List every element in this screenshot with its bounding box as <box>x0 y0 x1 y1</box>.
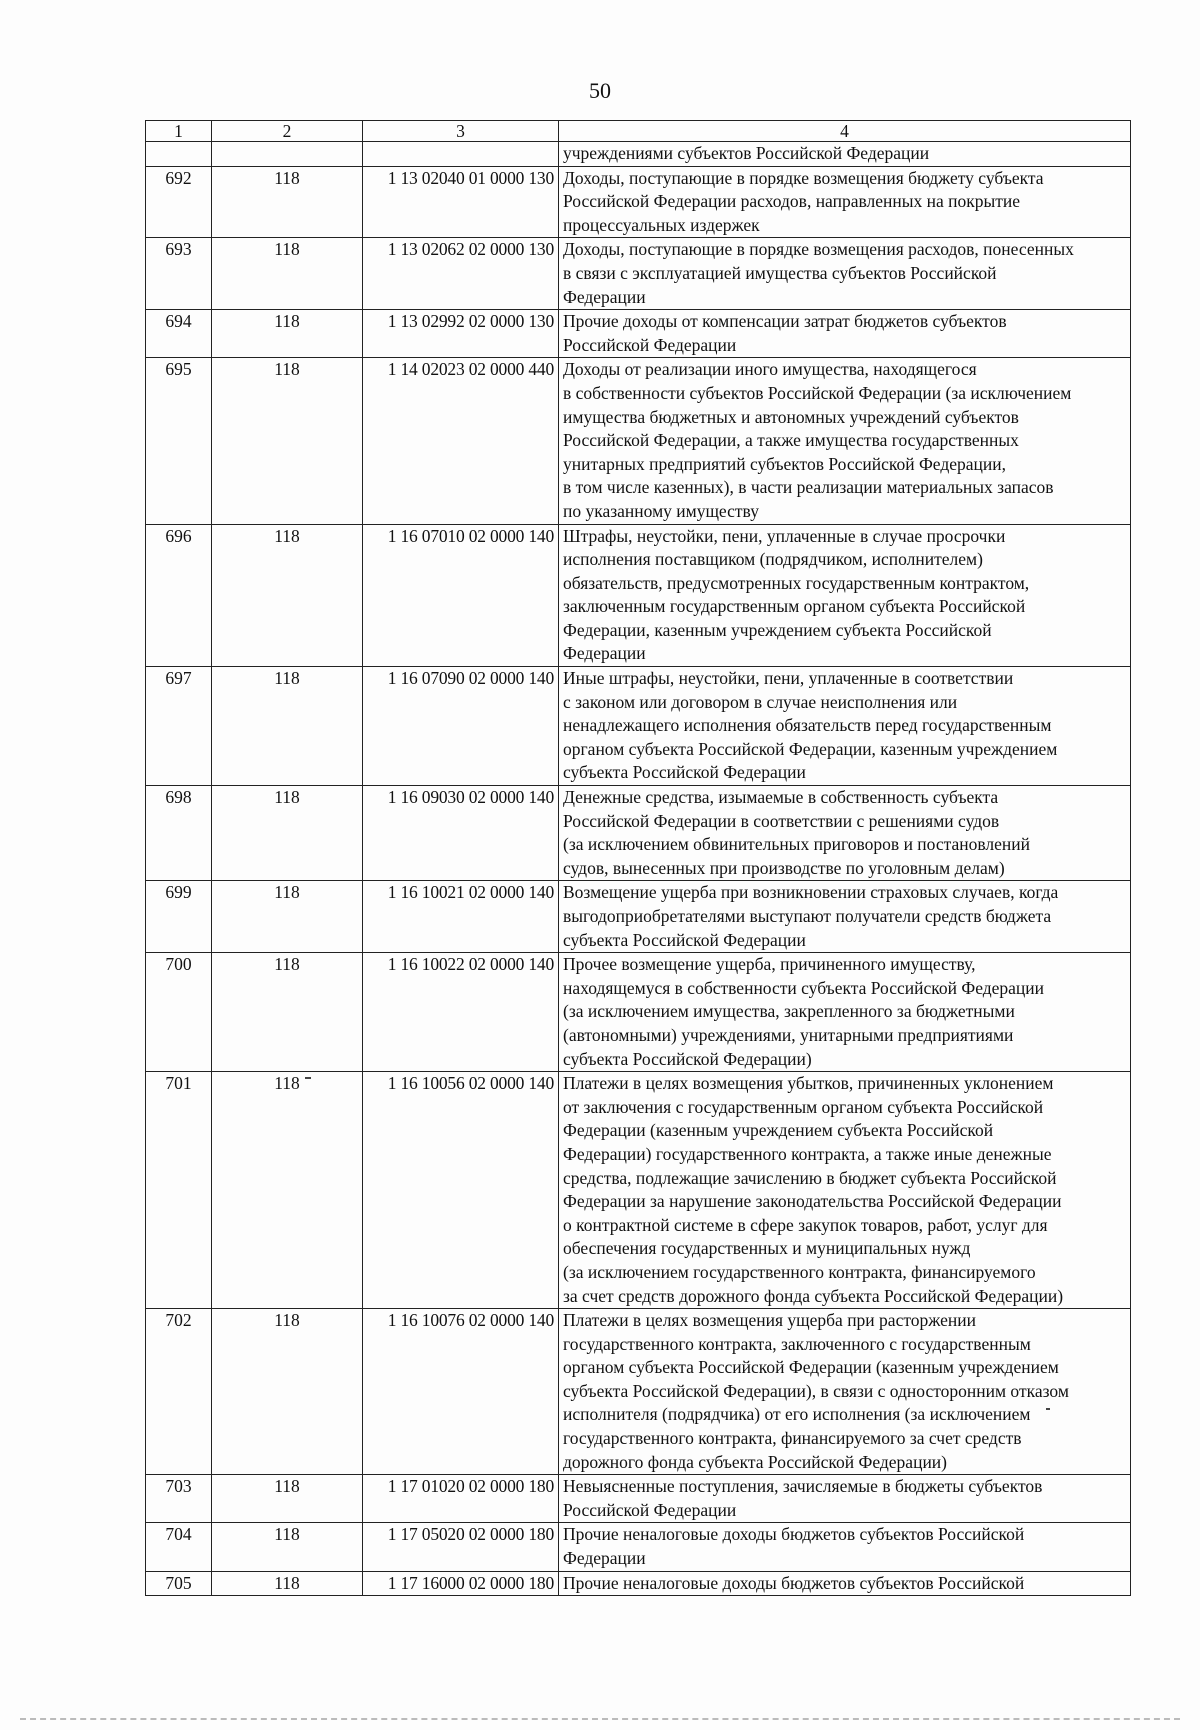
scan-edge-marks <box>20 1718 1180 1723</box>
row-number: 697 <box>146 667 212 786</box>
description-line: с законом или договором в случае неисполнения или <box>563 691 958 712</box>
budget-classification-code: 1 16 09030 02 0000 140 <box>363 786 559 881</box>
description-line: органом субъекта Российской Федерации, казенным учреждением <box>563 738 1058 759</box>
revenue-description <box>559 358 1131 524</box>
administrator-code: 118 <box>212 881 363 953</box>
administrator-code: 118 <box>212 1309 363 1475</box>
administrator-code: 118 <box>212 1072 363 1309</box>
row-number: 699 <box>146 881 212 953</box>
description-line: Прочие доходы от компенсации затрат бюджетов субъектов <box>563 311 1007 332</box>
description-line: в связи с эксплуатацией имущества субъектов Российской <box>563 262 997 283</box>
revenue-description <box>559 1072 1131 1309</box>
description-line: выгодоприобретателями выступают получатели средств бюджета <box>563 906 1052 926</box>
revenue-description <box>559 1475 1131 1523</box>
budget-classification-code: 1 13 02992 02 0000 130 <box>363 310 559 358</box>
table-row <box>146 667 1131 786</box>
description-line: органом субъекта Российской Федерации (казенным учреждением <box>563 1357 1059 1378</box>
administrator-code: 118 <box>212 786 363 881</box>
revenue-description <box>559 524 1131 667</box>
row-number: 692 <box>146 166 212 238</box>
administrator-code: 118 <box>212 953 363 1072</box>
revenue-description <box>559 953 1131 1072</box>
table-row <box>146 238 1131 310</box>
description-line: заключенным государственным органом субъекта Российской <box>563 596 1026 617</box>
description-line: субъекта Российской Федерации), в связи с односторонним отказом <box>563 1380 1069 1401</box>
table-row <box>146 1523 1131 1571</box>
administrator-code: 118 <box>212 1571 363 1596</box>
table-row <box>146 310 1131 358</box>
budget-classification-code: 1 17 01020 02 0000 180 <box>363 1475 559 1523</box>
table-row <box>146 358 1131 524</box>
description-line: Доходы, поступающие в порядке возмещения бюджету субъекта <box>563 167 1044 188</box>
description-line: Платежи в целях возмещения убытков, причиненных уклонением <box>563 1073 1054 1094</box>
revenue-description <box>559 166 1131 238</box>
description-line: ненадлежащего исполнения обязательств перед государственным <box>563 715 1052 736</box>
description-line: Федерации, казенным учреждением субъекта Российской <box>563 619 992 640</box>
description-line: (за исключением обвинительных приговоров и постановлений <box>563 834 1030 855</box>
description-line: государственного контракта, финансируемого за счет средств <box>563 1428 1022 1449</box>
table-row <box>146 881 1131 953</box>
budget-classification-code: 1 17 16000 02 0000 180 <box>363 1571 559 1596</box>
budget-classification-code: 1 17 05020 02 0000 180 <box>363 1523 559 1571</box>
revenue-description <box>559 667 1131 786</box>
row-number: 704 <box>146 1523 212 1571</box>
administrator-code: 118 <box>212 1523 363 1571</box>
table-row <box>146 1072 1131 1309</box>
budget-classification-code: 1 16 10076 02 0000 140 <box>363 1309 559 1475</box>
description-line: Федерации <box>563 1548 646 1569</box>
administrator-code: 118 <box>212 166 363 238</box>
continuation-admin <box>212 142 363 167</box>
description-line: Платежи в целях возмещения ущерба при расторжении <box>563 1310 976 1331</box>
page-number: 50 <box>589 78 611 103</box>
budget-classification-code: 1 16 10056 02 0000 140 <box>363 1072 559 1309</box>
description-line: Федерации (казенным учреждением субъекта Российской <box>563 1120 994 1141</box>
budget-classification-code: 1 16 10021 02 0000 140 <box>363 881 559 953</box>
continuation-num <box>146 142 212 167</box>
revenue-codes-table <box>145 120 1131 1596</box>
revenue-description <box>559 238 1131 310</box>
description-line: Российской Федерации <box>563 334 737 355</box>
table-row <box>146 166 1131 238</box>
revenue-description <box>559 1309 1131 1475</box>
description-line: Прочее возмещение ущерба, причиненного имуществу, <box>563 954 976 975</box>
header-col-3: 3 <box>363 121 559 142</box>
description-line: обеспечения государственных и муниципальных нужд <box>563 1238 971 1259</box>
row-number: 702 <box>146 1309 212 1475</box>
row-number: 701 <box>146 1072 212 1309</box>
description-line: судов, вынесенных при производстве по уголовным делам) <box>563 857 1005 878</box>
description-line: за счет средств дорожного фонда субъекта Российской Федерации) <box>563 1285 1064 1306</box>
description-line: Денежные средства, изымаемые в собственность субъекта <box>563 787 999 808</box>
description-line: по указанному имуществу <box>563 500 759 521</box>
row-number: 705 <box>146 1571 212 1596</box>
row-number: 693 <box>146 238 212 310</box>
description-line: государственного контракта, заключенного с государственным <box>563 1333 1031 1354</box>
administrator-code: 118 <box>212 310 363 358</box>
description-line: Российской Федерации <box>563 1499 737 1520</box>
description-line: Федерации) государственного контракта, а также иные денежные <box>563 1143 1052 1164</box>
administrator-code: 118 <box>212 358 363 524</box>
description-line: исполнения поставщиком (подрядчиком, исполнителем) <box>563 549 983 570</box>
description-line: (за исключением государственного контракта, финансируемого <box>563 1261 1036 1282</box>
table-row <box>146 1571 1131 1596</box>
description-line: Доходы, поступающие в порядке возмещения расходов, понесенных <box>563 239 1074 260</box>
revenue-description <box>559 1523 1131 1571</box>
row-number: 695 <box>146 358 212 524</box>
header-col-2: 2 <box>212 121 363 142</box>
description-line: дорожного фонда субъекта Российской Федерации) <box>563 1451 948 1472</box>
budget-classification-code: 1 16 07090 02 0000 140 <box>363 667 559 786</box>
administrator-code: 118 <box>212 667 363 786</box>
description-line: находящемуся в собственности субъекта Российской Федерации <box>563 977 1045 998</box>
description-line: Возмещение ущерба при возникновении страховых случаев, когда <box>563 882 1059 903</box>
description-line: исполнителя (подрядчика) от его исполнения (за исключением <box>563 1404 1031 1425</box>
table-row <box>146 1309 1131 1475</box>
budget-classification-code: 1 16 07010 02 0000 140 <box>363 524 559 667</box>
description-line: унитарных предприятий субъектов Российской Федерации, <box>563 453 1007 474</box>
continuation-row <box>146 142 1131 167</box>
description-line: (автономными) учреждениями, унитарными предприятиями <box>563 1024 1014 1045</box>
stray-mark <box>1046 1408 1050 1410</box>
description-line: Федерации <box>563 643 646 664</box>
header-row <box>146 121 1131 142</box>
description-line: в собственности субъектов Российской Федерации (за исключением <box>563 382 1072 403</box>
table-row <box>146 1475 1131 1523</box>
description-line: Российской Федерации расходов, направленных на покрытие <box>563 191 1021 212</box>
description-line: субъекта Российской Федерации) <box>563 1048 812 1069</box>
description-line: средства, подлежащие зачислению в бюджет субъекта Российской <box>563 1167 1057 1188</box>
row-number: 698 <box>146 786 212 881</box>
row-number: 694 <box>146 310 212 358</box>
description-line: от заключения с государственным органом субъекта Российской <box>563 1096 1044 1117</box>
table-row <box>146 953 1131 1072</box>
description-line: Штрафы, неустойки, пени, уплаченные в случае просрочки <box>563 525 1006 546</box>
description-line: имущества бюджетных и автономных учреждений субъектов <box>563 406 1019 427</box>
stray-mark <box>305 1077 311 1079</box>
description-line: Федерации <box>563 286 646 307</box>
continuation-code <box>363 142 559 167</box>
revenue-description <box>559 786 1131 881</box>
budget-classification-code: 1 16 10022 02 0000 140 <box>363 953 559 1072</box>
revenue-description <box>559 310 1131 358</box>
description-line: Прочие неналоговые доходы бюджетов субъектов Российской <box>563 1524 1025 1545</box>
description-line: Российской Федерации, а также имущества государственных <box>563 430 1019 451</box>
administrator-code: 118 <box>212 524 363 667</box>
revenue-description <box>559 881 1131 953</box>
description-line: субъекта Российской Федерации <box>563 762 806 783</box>
description-line: Иные штрафы, неустойки, пени, уплаченные в соответствии <box>563 668 1014 689</box>
continuation-text: учреждениями субъектов Российской Федерации <box>559 142 1131 167</box>
table-row <box>146 786 1131 881</box>
description-line: обязательств, предусмотренных государственным контрактом, <box>563 572 1030 593</box>
budget-classification-code: 1 13 02040 01 0000 130 <box>363 166 559 238</box>
administrator-code: 118 <box>212 238 363 310</box>
table-row <box>146 524 1131 667</box>
description-line: Прочие неналоговые доходы бюджетов субъектов Российской <box>563 1572 1025 1593</box>
description-line: в том числе казенных), в части реализации материальных запасов <box>563 477 1054 498</box>
description-line: субъекта Российской Федерации <box>563 929 806 950</box>
description-line: процессуальных издержек <box>563 214 760 235</box>
row-number: 703 <box>146 1475 212 1523</box>
description-line: Российской Федерации в соответствии с решениями судов <box>563 810 1000 831</box>
row-number: 696 <box>146 524 212 667</box>
row-number: 700 <box>146 953 212 1072</box>
description-line: Доходы от реализации иного имущества, находящегося <box>563 359 977 380</box>
description-line: о контрактной системе в сфере закупок товаров, работ, услуг для <box>563 1214 1048 1235</box>
budget-classification-code: 1 13 02062 02 0000 130 <box>363 238 559 310</box>
description-line: (за исключением имущества, закрепленного за бюджетными <box>563 1001 1015 1022</box>
revenue-description <box>559 1571 1131 1596</box>
header-col-4: 4 <box>559 121 1131 142</box>
budget-classification-code: 1 14 02023 02 0000 440 <box>363 358 559 524</box>
description-line: Федерации за нарушение законодательства Российской Федерации <box>563 1191 1062 1212</box>
description-line: Невыясненные поступления, зачисляемые в бюджеты субъектов <box>563 1476 1043 1497</box>
header-col-1: 1 <box>146 121 212 142</box>
administrator-code: 118 <box>212 1475 363 1523</box>
